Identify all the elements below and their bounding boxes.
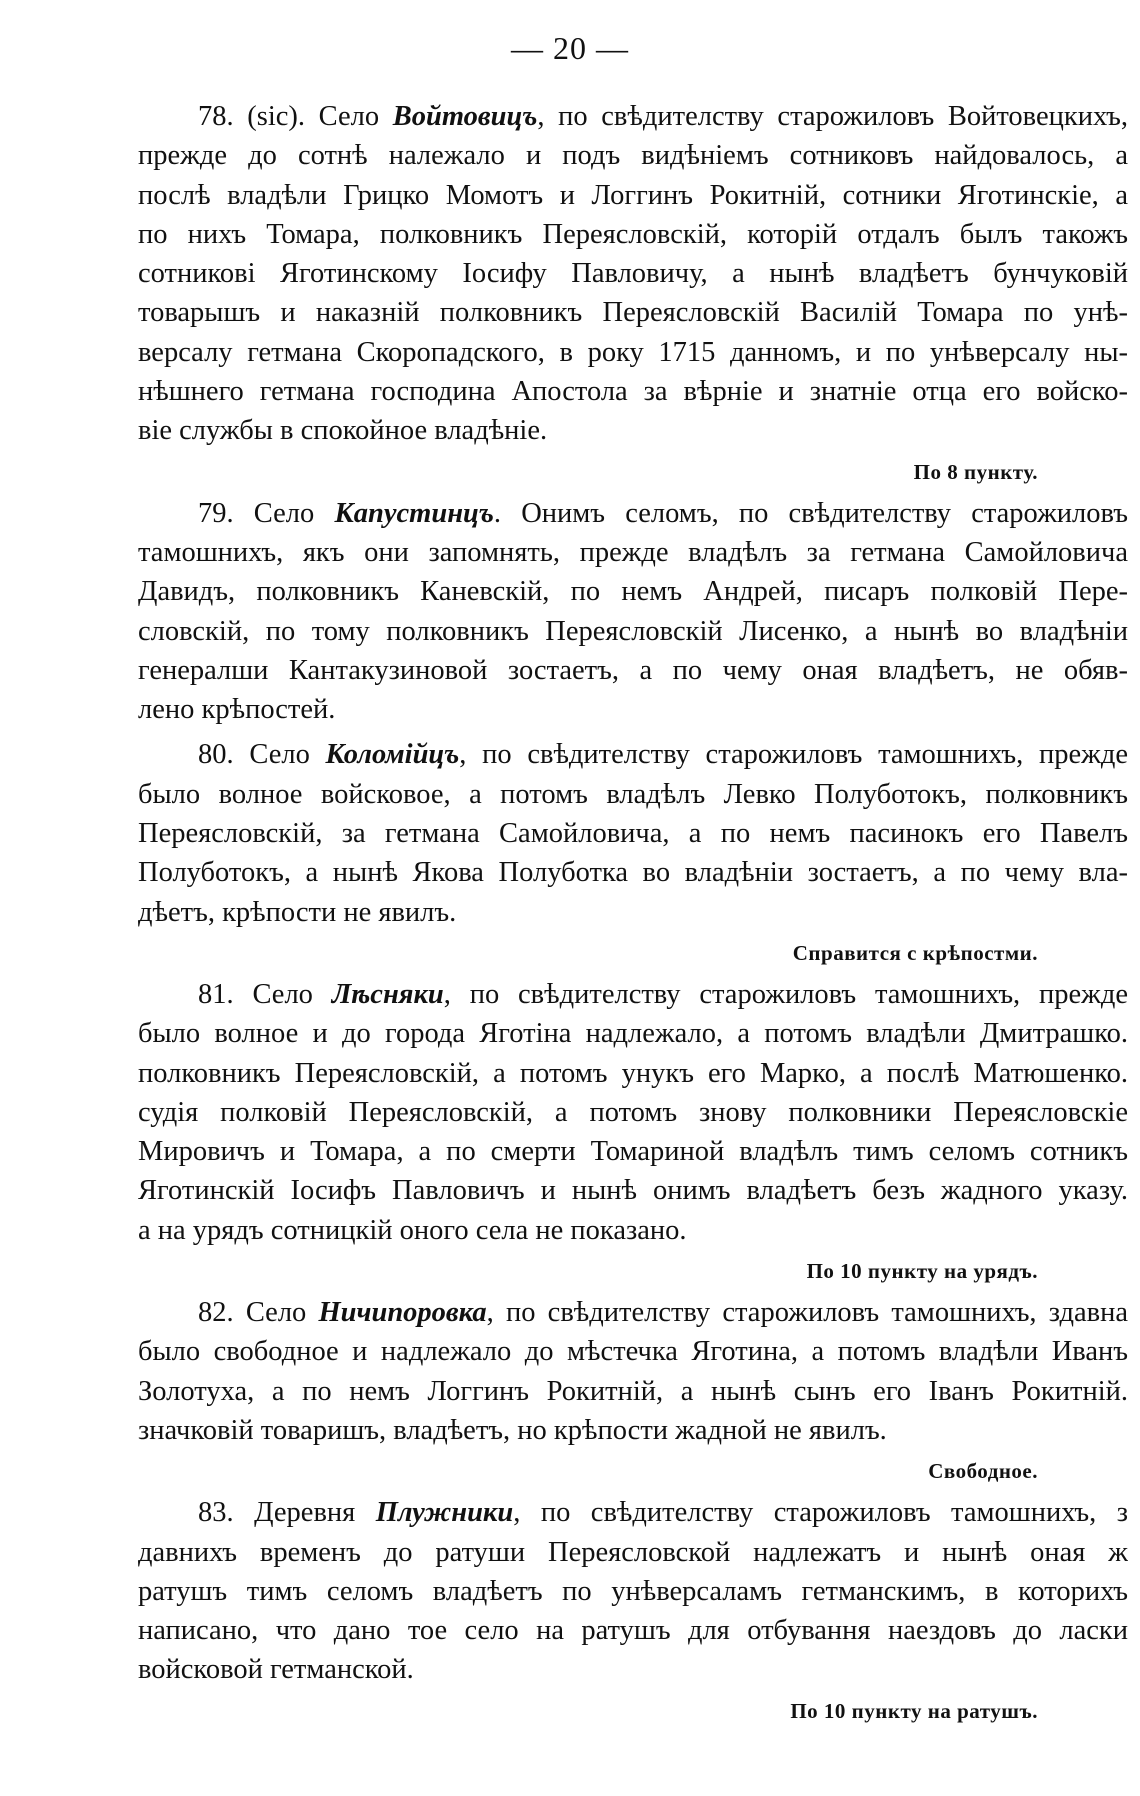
entry-line — [138, 533, 1128, 572]
page-number: — 20 — — [511, 30, 629, 66]
entry-line — [138, 215, 1128, 254]
line-text: а на урядъ сотницкій оного села не показано. — [138, 1214, 687, 1246]
place-name: Ничипоровка — [318, 1297, 487, 1329]
line-text: Переясловскій, за гетмана Самойловича, а по немъ пасинокъ его Павелъ — [138, 818, 1128, 850]
entry-paragraph — [138, 1493, 1128, 1732]
line-text: тамошнихъ, якъ они запомнять, прежде владѣлъ за гетмана Самойловича — [138, 536, 1128, 568]
line-text: , по свѣдителству старожиловъ тамошнихъ, прежде — [443, 978, 1128, 1010]
entry-note: По 10 пункту на урядъ. — [806, 1259, 1038, 1284]
line-text: Давидъ, полковникъ Каневскій, по немъ Андрей, писаръ полковій Пере- — [138, 576, 1128, 608]
entry-note: По 10 пункту на ратушъ. — [790, 1698, 1038, 1723]
line-text: версалу гетмана Скоропадского, в року 1715 данномъ, и по унѣверсалу ны- — [138, 336, 1128, 368]
entry-line — [138, 1533, 1128, 1572]
entry-line — [138, 690, 1128, 729]
entry-line — [138, 1171, 1128, 1210]
entry-first-line — [138, 1293, 1128, 1332]
line-text: полковникъ Переясловскій, а потомъ унукъ его Марко, а послѣ Матюшенко. — [138, 1057, 1128, 1089]
line-text: 82. Село — [198, 1297, 319, 1329]
entry-line — [138, 775, 1128, 814]
entry-line — [138, 612, 1128, 651]
line-text: значковій товаришъ, владѣетъ, но крѣпости жадной не явилъ. — [138, 1414, 887, 1446]
entry-line — [138, 1093, 1128, 1132]
entry-note: Справится с крѣпостми. — [792, 940, 1038, 965]
line-text: генералши Кантакузиновой зостаетъ, а по чему оная владѣетъ, не обяв- — [138, 654, 1128, 686]
line-text: написано, что дано тое село на ратушъ для отбування наездовъ до ласки — [138, 1615, 1128, 1647]
line-text: Мировичъ и Томара, а по смерти Томариной владѣлъ тимъ селомъ сотникъ — [138, 1136, 1128, 1168]
entry-note: Свободное. — [928, 1459, 1038, 1484]
line-text: Яготинскій Іосифъ Павловичъ и нынѣ онимъ владѣетъ безъ жадного указу. — [138, 1175, 1128, 1207]
line-text: товарышъ и наказній полковникъ Переясловскій Василій Томара по унѣ- — [138, 297, 1128, 329]
line-text: нѣшнего гетмана господина Апостола за вѣрніе и знатніе отца его войско- — [138, 376, 1128, 408]
line-text: послѣ владѣли Грицко Момотъ и Логгинъ Рокитній, сотники Яготинскіе, а — [138, 179, 1128, 211]
entry-line — [138, 1411, 1128, 1450]
entry-line — [138, 176, 1128, 215]
line-text: было свободное и надлежало до мѣстечка Яготина, а потомъ владѣли Иванъ — [138, 1336, 1128, 1368]
line-text: прежде до сотнѣ належало и подъ видѣніемъ сотниковъ найдовалось, а — [138, 140, 1128, 172]
place-name: Капустинцъ — [334, 497, 494, 529]
entry-line — [138, 1332, 1128, 1371]
line-text: , по свѣдителству старожиловъ тамошнихъ, з — [513, 1497, 1128, 1529]
line-text: 80. Село — [198, 739, 326, 771]
place-name: Плужники — [375, 1497, 514, 1529]
line-text: Золотуха, а по немъ Логгинъ Рокитній, а нынѣ сынъ его Іванъ Рокитній. — [138, 1375, 1128, 1407]
entry-line — [138, 411, 1128, 450]
line-text: было волное и до города Яготіна надлежало, а потомъ владѣли Дмитрашко. — [138, 1018, 1128, 1050]
line-text: 79. Село — [198, 497, 335, 529]
entry-first-line — [138, 735, 1128, 774]
line-text: по нихъ Томара, полковникъ Переясловскій, которій отдалъ былъ такожъ — [138, 218, 1128, 250]
entry-line — [138, 1054, 1128, 1093]
line-text: . Онимъ селомъ, по свѣдителству старожиловъ — [493, 497, 1128, 529]
entry-line — [138, 1611, 1128, 1650]
entry-line — [138, 1211, 1128, 1250]
entry-first-line — [138, 494, 1128, 533]
line-text: ратушъ тимъ селомъ владѣетъ по унѣверсаламъ гетманскимъ, в которихъ — [138, 1575, 1128, 1607]
line-text: , по свѣдителству старожиловъ тамошнихъ, прежде — [459, 739, 1128, 771]
line-text: Полуботокъ, а нынѣ Якова Полуботка во владѣніи зостаетъ, а по чему вла- — [138, 857, 1128, 889]
place-name: Лѣсняки — [331, 978, 444, 1010]
entry-line — [138, 893, 1128, 932]
entry-line — [138, 1372, 1128, 1411]
entry-paragraph — [138, 1293, 1128, 1493]
entry-note: По 8 пункту. — [913, 459, 1038, 484]
line-text: словскій, по тому полковникъ Переясловскій Лисенко, а нынѣ во владѣніи — [138, 615, 1128, 647]
entry-first-line — [138, 1493, 1128, 1532]
entry-first-line — [138, 97, 1128, 136]
line-text: , по свѣдителству старожиловъ тамошнихъ, здавна — [486, 1297, 1128, 1329]
entry-line — [138, 1572, 1128, 1611]
body-text — [138, 97, 1128, 1733]
entry-first-line — [138, 975, 1128, 1014]
entry-line — [138, 1014, 1128, 1053]
entry-line — [138, 1650, 1128, 1689]
line-text: 83. Деревня — [198, 1497, 376, 1529]
line-text: віе службы в спокойное владѣніе. — [138, 415, 548, 447]
entry-line — [138, 136, 1128, 175]
entry-paragraph — [138, 494, 1128, 736]
line-text: лено крѣпостей. — [138, 694, 336, 726]
line-text: дѣетъ, крѣпости не явилъ. — [138, 896, 457, 928]
entry-line — [138, 814, 1128, 853]
entry-line — [138, 254, 1128, 293]
entry-line — [138, 293, 1128, 332]
line-text: войсковой гетманской. — [138, 1654, 414, 1686]
entry-line — [138, 853, 1128, 892]
entry-paragraph — [138, 735, 1128, 974]
place-name: Войтовицъ — [392, 101, 538, 132]
entry-line — [138, 333, 1128, 372]
line-text: , по свѣдителству старожиловъ Войтовецкихъ, — [537, 101, 1128, 132]
line-text: было волное войсковое, а потомъ владѣлъ Левко Полуботокъ, полковникъ — [138, 778, 1128, 810]
line-text: 81. Село — [198, 978, 332, 1010]
entry-line — [138, 572, 1128, 611]
entry-paragraph — [138, 975, 1128, 1293]
entry-line — [138, 372, 1128, 411]
entry-paragraph — [138, 97, 1128, 494]
line-text: давнихъ временъ до ратуши Переясловской надлежатъ и нынѣ оная ж — [138, 1536, 1128, 1568]
entry-line — [138, 651, 1128, 690]
place-name: Коломійцъ — [325, 739, 460, 771]
line-text: 78. (sic). Село — [198, 101, 393, 132]
line-text: судія полковій Переясловскій, а потомъ знову полковники Переясловскіе — [138, 1096, 1128, 1128]
entry-line — [138, 1132, 1128, 1171]
line-text: сотникові Яготинскому Іосифу Павловичу, а нынѣ владѣетъ бунчуковій — [138, 258, 1128, 290]
